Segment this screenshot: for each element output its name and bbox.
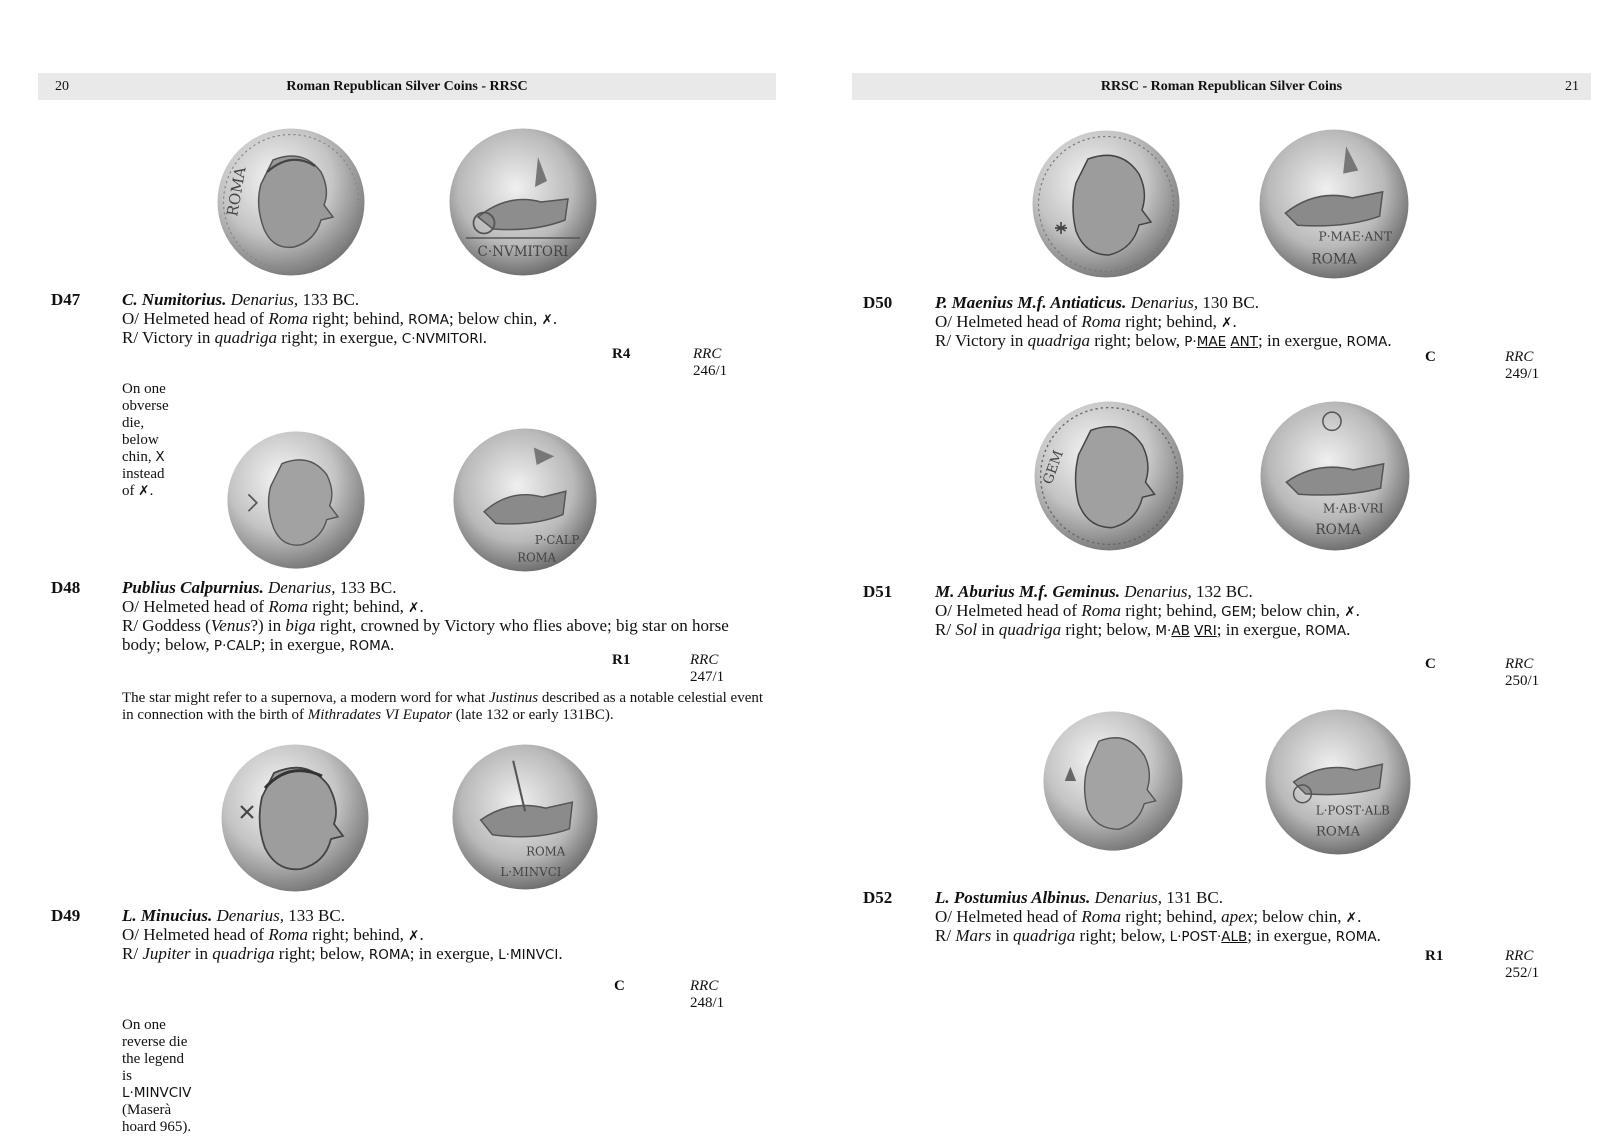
reverse-description: R/ Jupiter in quadriga right; below, ROMA; in exergue, L·MINVCI.: [122, 944, 563, 963]
reverse-description: R/ Sol in quadriga right; below, M·AB VRI; in exergue, ROMA.: [935, 620, 1351, 639]
rrc-reference: RRC 247/1: [690, 652, 725, 685]
obverse-description: O/ Helmeted head of Roma right; behind, GEM; below chin, ✗.: [935, 601, 1360, 620]
rarity-grade: C: [1425, 656, 1436, 672]
entry-code: D49: [51, 906, 81, 925]
moneyer-name: Publius Calpurnius.: [122, 578, 264, 597]
left-page: [0, 0, 811, 1135]
entry-date: 133 BC.: [288, 906, 345, 925]
obverse-description: O/ Helmeted head of Roma right; behind, ✗.: [122, 597, 424, 616]
coin-legend: ROMA: [223, 165, 250, 218]
coin-legend: ROMA: [517, 550, 557, 565]
rarity-grade: C: [1425, 349, 1436, 365]
entry-date: 133 BC.: [339, 578, 397, 597]
rarity-grade: R1: [612, 652, 631, 668]
obverse-description: O/ Helmeted head of Roma right; behind, apex; below chin, ✗.: [935, 907, 1362, 926]
entry-date: 133 BC.: [302, 290, 360, 309]
coin-legend: M·AB·VRI: [1322, 501, 1384, 516]
rrc-reference: RRC 249/1: [1505, 349, 1540, 382]
entry-code: D48: [51, 578, 81, 597]
coin-reverse-d49: [450, 743, 600, 891]
entry-code: D52: [863, 888, 893, 907]
coin-legend: P·CALP: [534, 532, 580, 547]
coin-legend: C·NVMITORI: [477, 244, 569, 260]
running-header: [852, 73, 1591, 100]
coin-reverse-d50: [1257, 128, 1411, 280]
entry-heading: [122, 578, 396, 598]
right-page: [811, 0, 1622, 1080]
coin-obverse-d48: [224, 430, 368, 570]
coin-legend: ROMA: [1315, 521, 1361, 538]
moneyer-name: L. Postumius Albinus.: [935, 888, 1091, 907]
reverse-description: R/ Goddess (Venus?) in biga right, crowned by Victory who flies above; big star on horse body; below, P·CALP; in exergue, ROMA.: [122, 616, 729, 654]
coin-reverse-d52: [1261, 708, 1415, 856]
coin-obverse-d50: [1031, 128, 1181, 280]
entry-heading: [935, 582, 1253, 602]
rarity-grade: C: [614, 978, 625, 994]
entry-code: D50: [863, 293, 893, 312]
entry-date: 132 BC.: [1196, 582, 1253, 601]
moneyer-name: L. Minucius.: [122, 906, 213, 925]
coin-obverse-d49: [220, 743, 370, 893]
obverse-description: O/ Helmeted head of Roma right; behind, ROMA; below chin, ✗.: [122, 309, 558, 328]
reverse-description: R/ Mars in quadriga right; below, L·POST·ALB; in exergue, ROMA.: [935, 926, 1381, 945]
rrc-reference: RRC 252/1: [1505, 948, 1540, 981]
coin-legend: GEM: [1039, 448, 1067, 487]
moneyer-name: P. Maenius M.f. Antiaticus.: [935, 293, 1127, 312]
reverse-description: R/ Victory in quadriga right; in exergue, C·NVMITORI.: [122, 328, 487, 347]
obverse-description: O/ Helmeted head of Roma right; behind, ✗.: [935, 312, 1237, 331]
entry-heading: [935, 888, 1223, 908]
rarity-grade: R1: [1425, 948, 1444, 964]
denomination: Denarius,: [268, 578, 336, 597]
moneyer-name: C. Numitorius.: [122, 290, 227, 309]
entry-date: 130 BC.: [1202, 293, 1260, 312]
coin-reverse-d51: [1257, 400, 1413, 552]
entry-code: D47: [51, 290, 81, 309]
entry-date: 131 BC.: [1166, 888, 1223, 907]
entry-note: On one obverse die, below chin, X instead of ✗.: [122, 381, 169, 499]
running-title: Roman Republican Silver Coins - RRSC: [286, 79, 528, 94]
page-number: 21: [1565, 79, 1579, 94]
coin-legend: L·POST·ALB: [1315, 803, 1390, 818]
coin-legend: ROMA: [526, 844, 566, 859]
entry-heading: [122, 290, 359, 310]
denomination: Denarius,: [216, 906, 285, 925]
denomination: Denarius,: [230, 290, 299, 309]
coin-legend: ROMA: [1315, 824, 1361, 840]
moneyer-name: M. Aburius M.f. Geminus.: [935, 582, 1121, 601]
entry-note: The star might refer to a supernova, a modern word for what Justinus described as a notable celestial event in connection with the birth of Mithradates VI Eupator (late 132 or early 131BC).: [122, 690, 764, 723]
entry-code: D51: [863, 582, 893, 601]
coin-reverse-d48: [450, 427, 600, 573]
coin-reverse-d47: [446, 127, 600, 277]
coin-legend: P·MAE·ANT: [1318, 229, 1393, 244]
rrc-reference: RRC 246/1: [693, 346, 728, 379]
rrc-reference: RRC 248/1: [690, 978, 725, 1011]
denomination: Denarius,: [1094, 888, 1163, 907]
rarity-grade: R4: [612, 346, 631, 362]
entry-heading: [935, 293, 1259, 313]
coin-legend: L·MINVCI: [500, 865, 562, 880]
running-title: RRSC - Roman Republican Silver Coins: [1100, 79, 1343, 94]
page-number: 20: [55, 79, 69, 94]
coin-obverse-d51: [1033, 400, 1185, 552]
denomination: Denarius,: [1124, 582, 1192, 601]
denomination: Denarius,: [1130, 293, 1199, 312]
entry-note: On one reverse die the legend is L·MINVCIV (Maserà hoard 965).: [122, 1017, 192, 1135]
rrc-reference: RRC 250/1: [1505, 656, 1540, 689]
coin-obverse-d47: [216, 127, 366, 277]
reverse-description: R/ Victory in quadriga right; below, P·MAE ANT; in exergue, ROMA.: [935, 331, 1392, 350]
obverse-description: O/ Helmeted head of Roma right; behind, ✗.: [122, 925, 424, 944]
entry-heading: [122, 906, 345, 926]
coin-legend: ROMA: [1311, 251, 1357, 268]
coin-obverse-d52: [1039, 710, 1187, 852]
running-header: [38, 73, 776, 100]
